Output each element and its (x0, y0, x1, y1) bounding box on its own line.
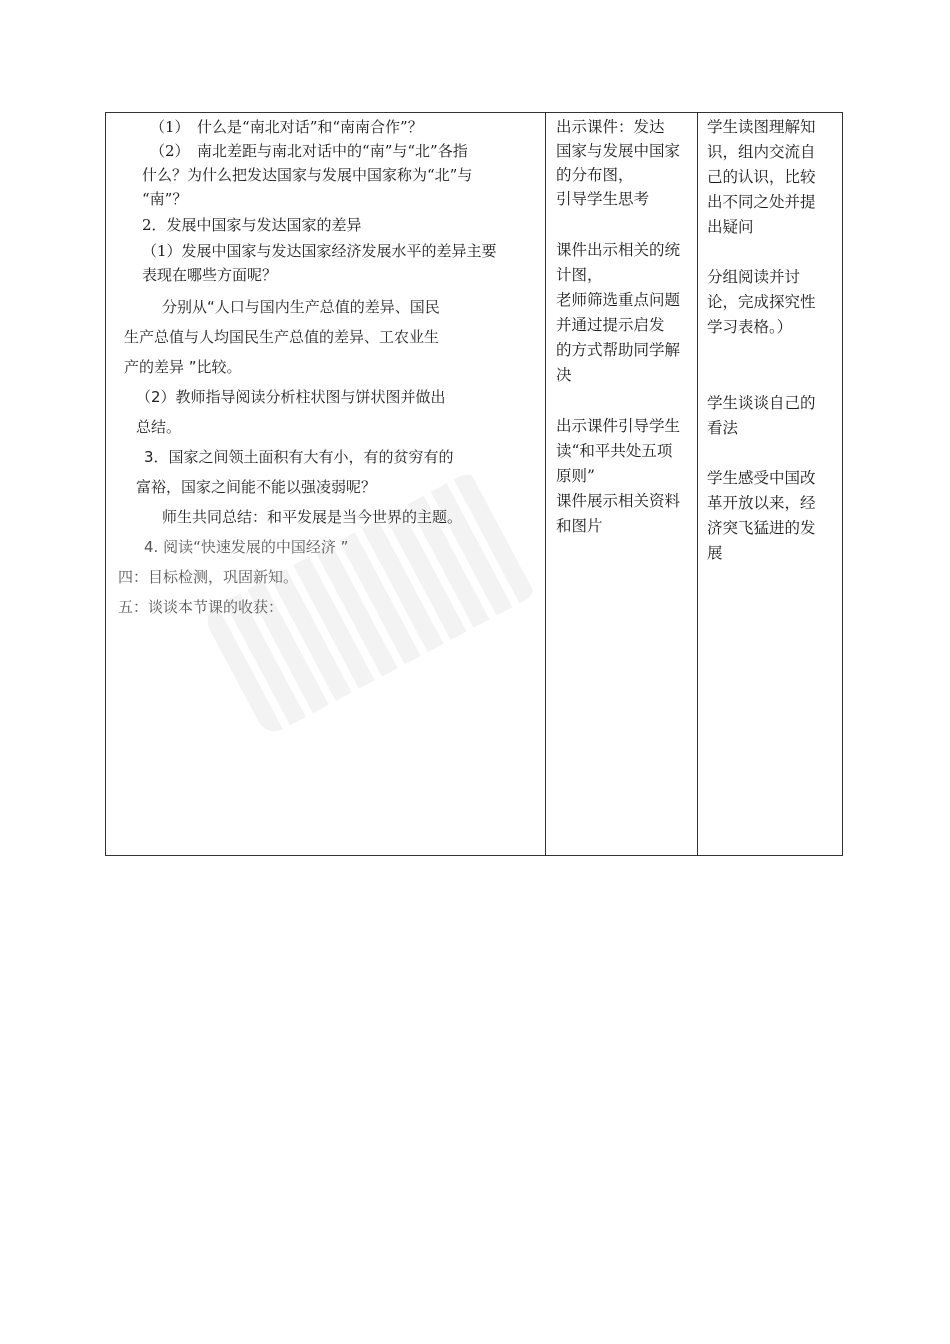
teacher-line: 国家与发展中国家 (556, 142, 681, 160)
lesson-table (105, 112, 843, 856)
teacher-line: 出示课件引导学生 (556, 417, 681, 435)
student-line: 学生谈谈自己的 (707, 394, 816, 412)
content-line: 总结。 (136, 418, 182, 436)
student-activity-column (698, 113, 842, 855)
student-line: 分组阅读并讨 (707, 268, 801, 286)
content-line: 2．发展中国家与发达国家的差异 (142, 216, 362, 234)
student-line: 识，组内交流自 (707, 143, 816, 161)
student-line: 己的认识，比较 (707, 168, 816, 186)
content-line: 3．国家之间领土面积有大有小，有的贫穷有的 (144, 448, 454, 466)
student-line: 学生读图理解知 (707, 118, 816, 136)
student-line: 看法 (707, 419, 739, 437)
teacher-line: 读“和平共处五项 (556, 442, 673, 460)
teacher-line: 决 (556, 366, 572, 384)
teacher-line: 课件展示相关资料 (556, 492, 681, 510)
content-column (106, 113, 546, 855)
content-line: 表现在哪些方面呢？ (142, 266, 278, 284)
teacher-line: 老师筛选重点问题 (556, 291, 681, 309)
content-line: 富裕，国家之间能不能以强凌弱呢？ (136, 478, 377, 496)
content-line: （1） 什么是“南北对话”和“南南合作”？ (150, 118, 423, 136)
teacher-line: 计图， (556, 266, 603, 284)
content-line: （1）发展中国家与发达国家经济发展水平的差异主要 (142, 242, 497, 260)
student-line: 学习表格。） (707, 318, 793, 336)
student-line: 济突飞猛进的发 (707, 519, 816, 537)
content-line: 五：谈谈本节课的收获： (118, 598, 284, 616)
teacher-line: 引导学生思考 (556, 190, 650, 208)
teacher-line: 的分布图， (556, 166, 634, 184)
content-line: 什么？为什么把发达国家与发展中国家称为“北”与 (142, 166, 473, 184)
content-line: （2）教师指导阅读分析柱状图与饼状图并做出 (136, 388, 446, 406)
student-line: 出不同之处并提 (707, 193, 816, 211)
teacher-line: 并通过提示启发 (556, 316, 665, 334)
student-line: 论，完成探究性 (707, 293, 816, 311)
teacher-line: 和图片 (556, 517, 603, 535)
content-line: 生产总值与人均国民生产总值的差异、工农业生 (124, 328, 440, 346)
student-line: 出疑问 (707, 218, 754, 236)
content-line: （2） 南北差距与南北对话中的“南”与“北”各指 (150, 142, 468, 160)
teacher-line: 出示课件：发达 (556, 118, 665, 136)
student-line: 展 (707, 544, 723, 562)
student-line: 革开放以来，经 (707, 494, 816, 512)
content-line: 分别从“人口与国内生产总值的差异、国民 (162, 298, 440, 316)
teacher-line: 课件出示相关的统 (556, 241, 681, 259)
teacher-line: 的方式帮助同学解 (556, 341, 681, 359)
teacher-line: 原则” (556, 467, 595, 485)
content-line: “南”？ (142, 190, 188, 208)
content-line: 4. 阅读“快速发展的中国经济 ” (144, 538, 349, 556)
content-line: 产的差异 ”比较。 (124, 358, 242, 376)
student-line: 学生感受中国改 (707, 469, 816, 487)
teacher-activity-column (546, 113, 698, 855)
content-line: 师生共同总结：和平发展是当今世界的主题。 (162, 508, 463, 526)
content-line: 四：目标检测，巩固新知。 (118, 568, 299, 586)
